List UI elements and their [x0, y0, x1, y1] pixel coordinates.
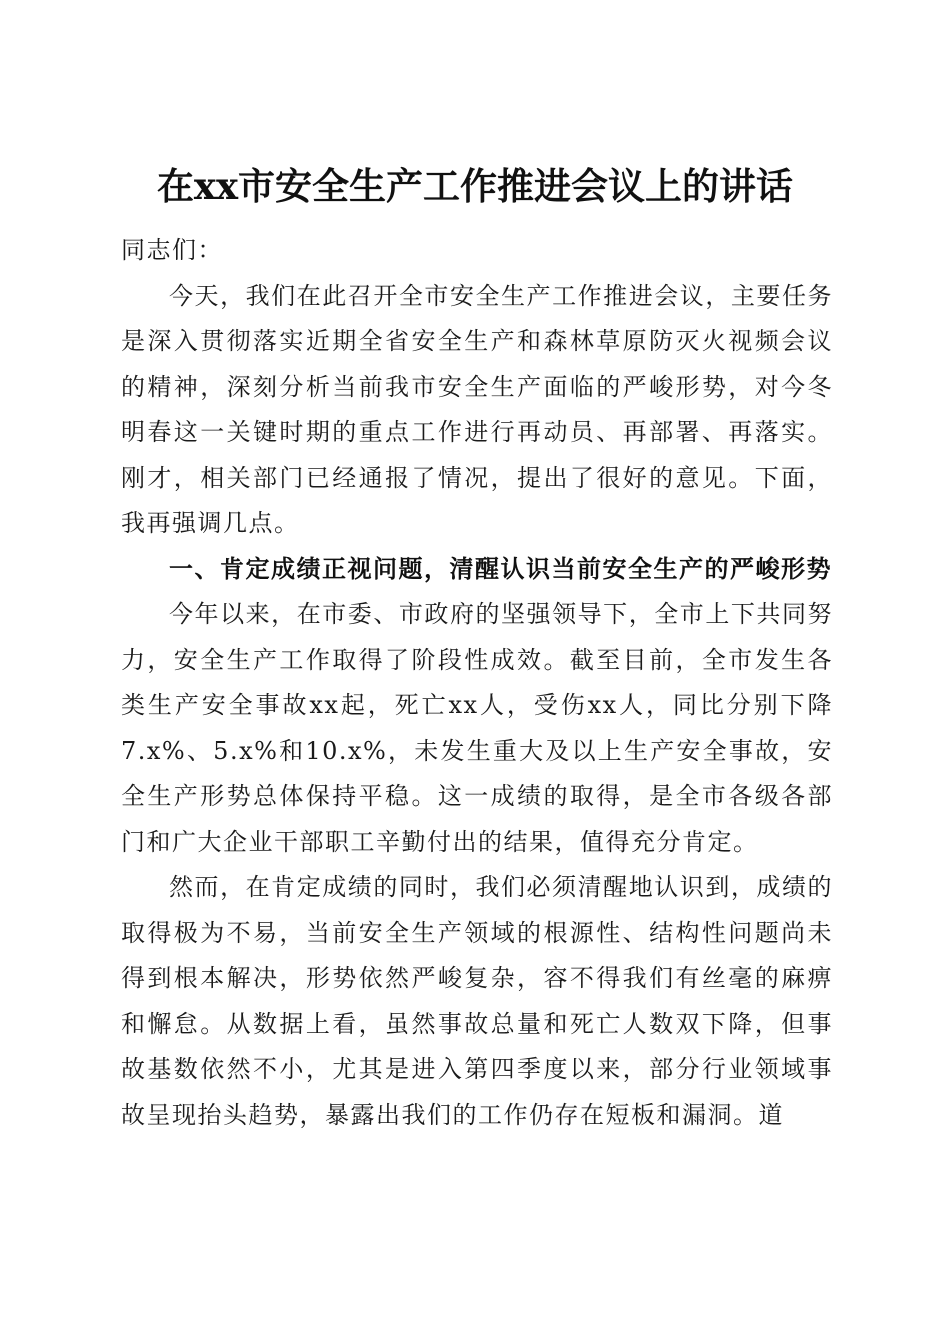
section-heading-1: 一、肯定成绩正视问题，清醒认识当前安全生产的严峻形势 [169, 554, 832, 583]
salutation: 同志们： [121, 236, 223, 264]
paragraph-problems: 然而，在肯定成绩的同时，我们必须清醒地认识到，成绩的取得极为不易，当前安全生产领域的根源性、结构性问题尚未得到根本解决，形势依然严峻复杂，容不得我们有丝毫的麻痹和懈怠。从数据上看，虽然事故总量和死亡人数双下降，但事故基数依然不小，尤其是进入第四季度以来，部分行业领域事故呈现抬头趋势，暴露出我们的工作仍存在短板和漏洞。道 [121, 873, 833, 1129]
document-body [121, 228, 833, 1138]
paragraph-intro: 今天，我们在此召开全市安全生产工作推进会议，主要任务是深入贯彻落实近期全省安全生产和森林草原防灭火视频会议的精神，深刻分析当前我市安全生产面临的严峻形势，对今冬明春这一关键时期的重点工作进行再动员、再部署、再落实。刚才，相关部门已经通报了情况，提出了很好的意见。下面，我再强调几点。 [121, 281, 833, 537]
document-title: 在xx市安全生产工作推进会议上的讲话 [156, 163, 794, 208]
paragraph-achievements: 今年以来，在市委、市政府的坚强领导下，全市上下共同努力，安全生产工作取得了阶段性成效。截至目前，全市发生各类生产安全事故xx起，死亡xx人，受伤xx人，同比分别下降7.x%、5.x%和10.x%，未发生重大及以上生产安全事故，安全生产形势总体保持平稳。这一成绩的取得，是全市各级各部门和广大企业干部职工辛勤付出的结果，值得充分肯定。 [121, 600, 833, 856]
